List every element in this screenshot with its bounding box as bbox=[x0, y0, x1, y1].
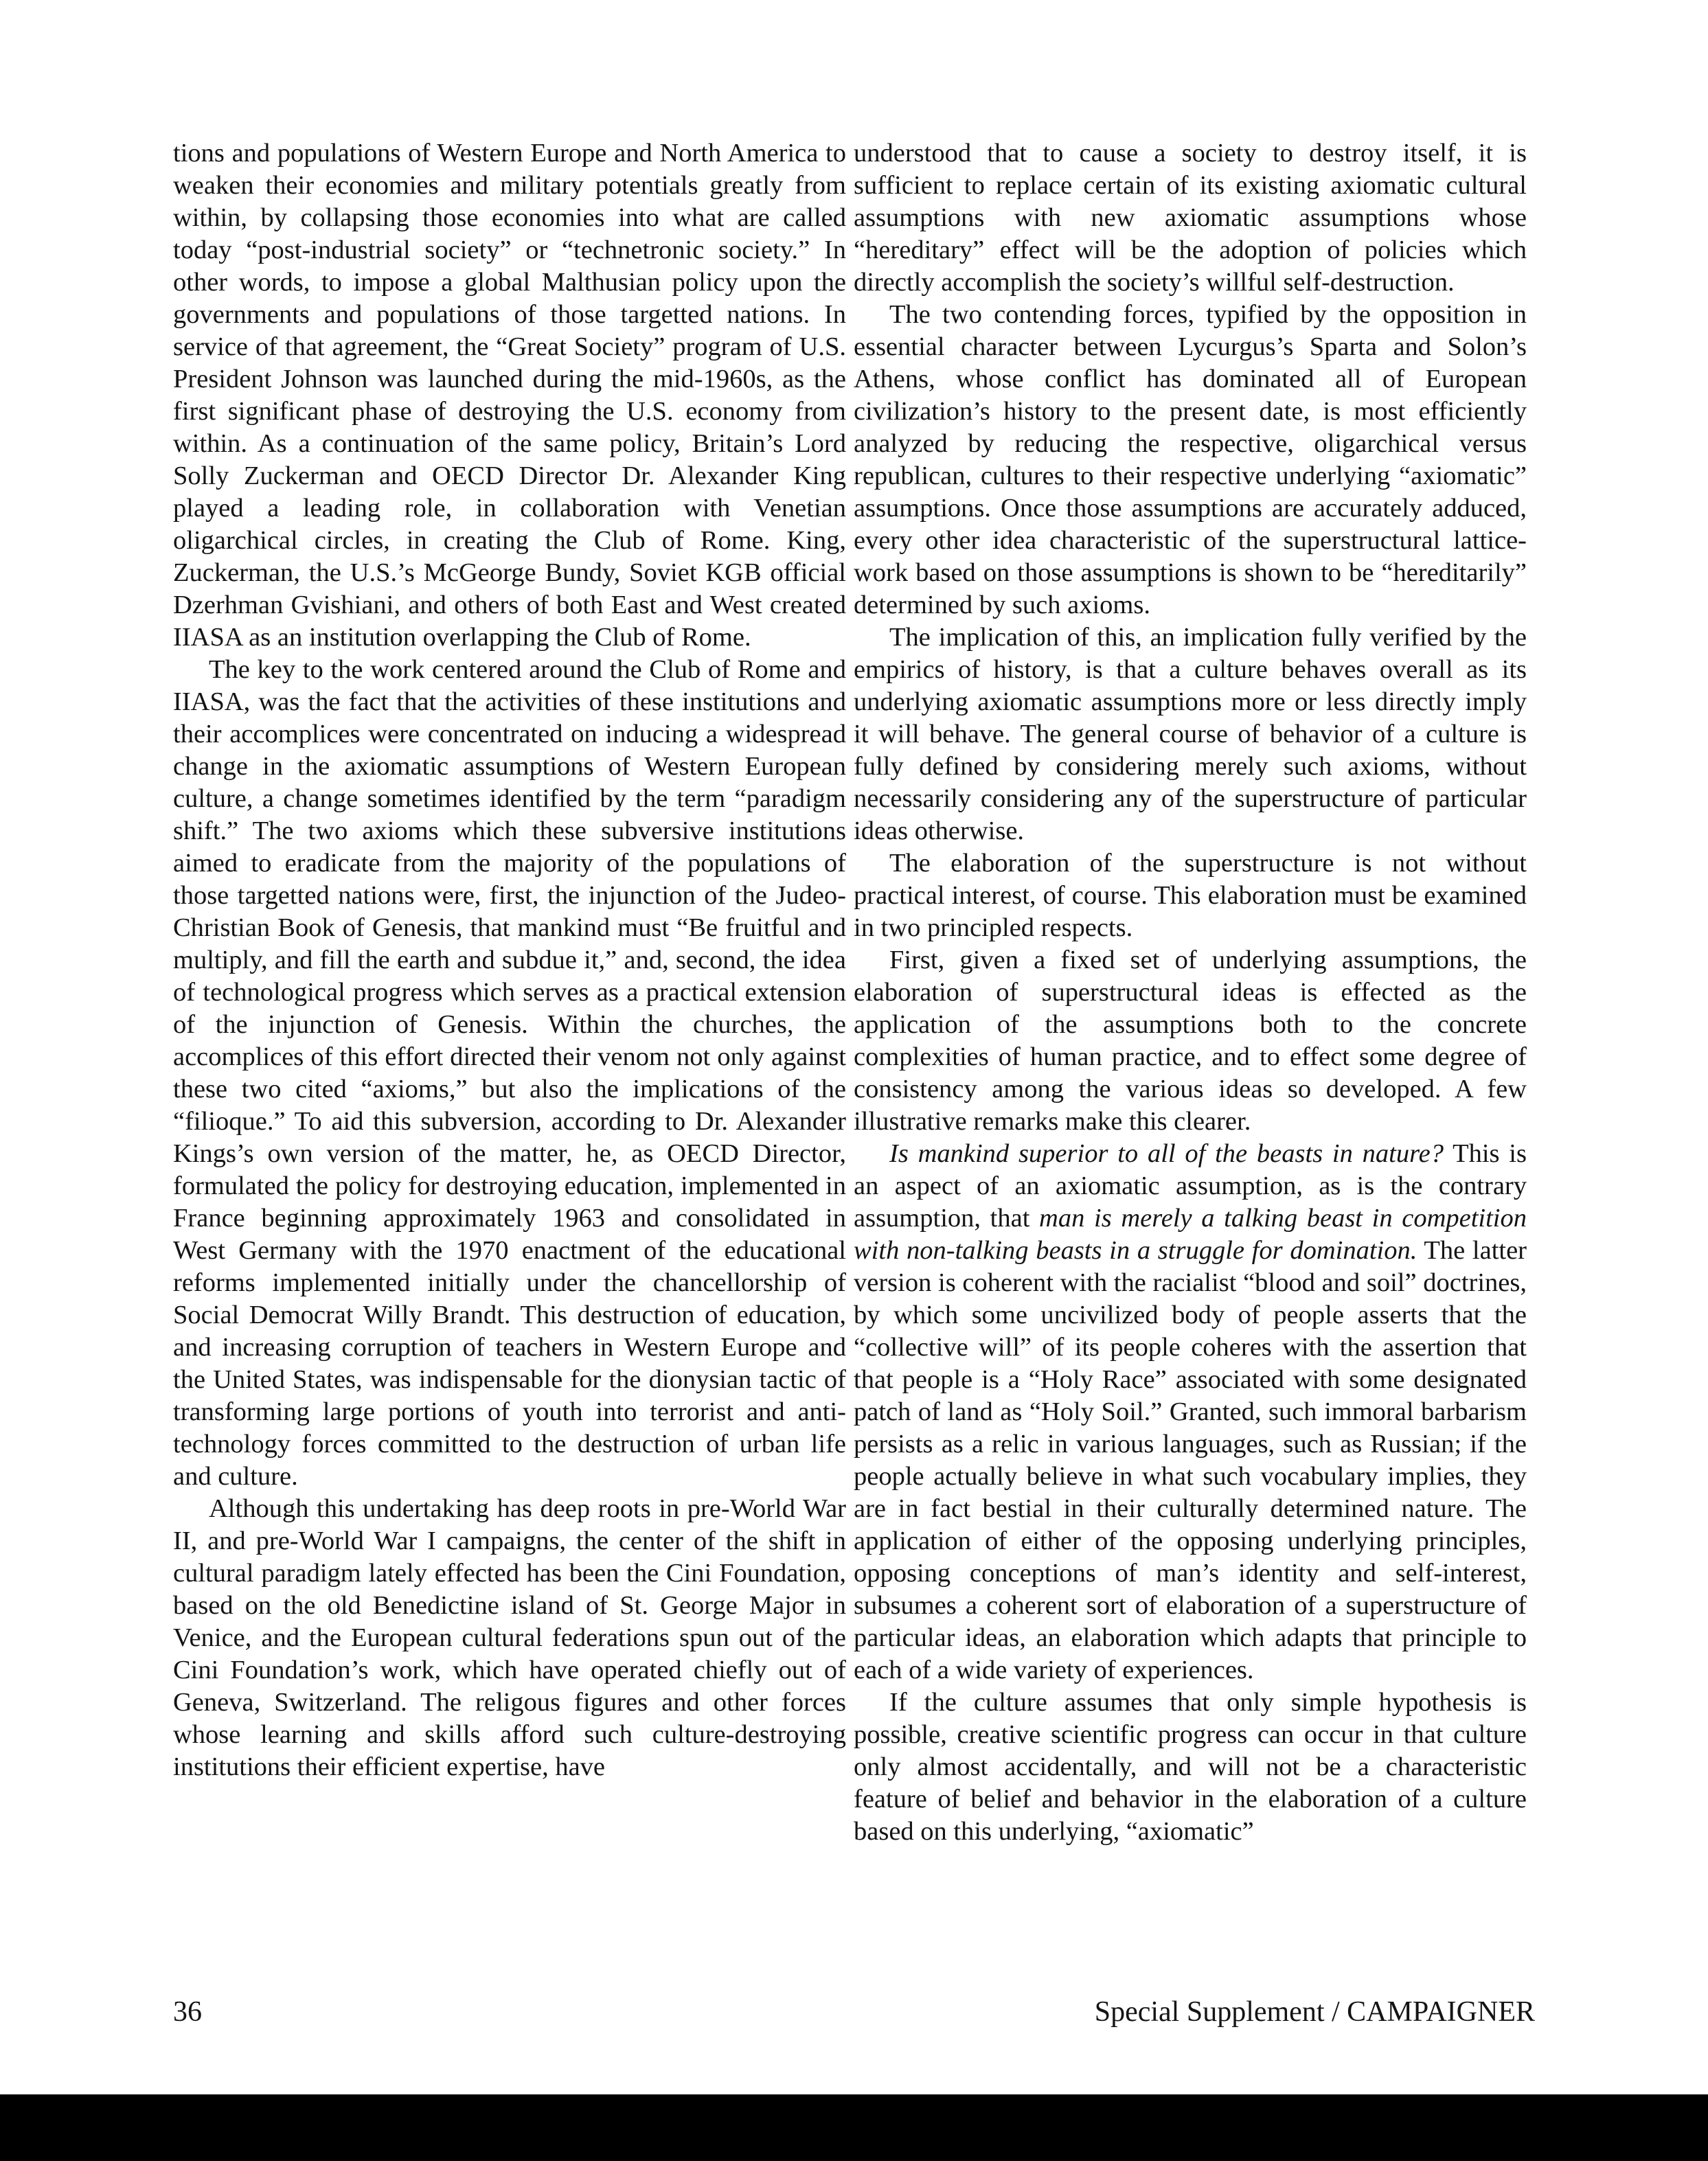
scan-border bbox=[0, 2094, 1708, 2161]
page-number: 36 bbox=[173, 1996, 202, 2028]
paragraph: tions and populations of Western Europe and North America to weaken their economies and military potentials greatly from within, by collapsing those economies into what are called today “post-industrial society” or “technetronic society.” In other words, to impose a global Malthusian policy upon the governments and populations of those targetted nations. In service of that agreement, the “Great Society” program of U.S. President Johnson was launched during the mid-1960s, as the first significant phase of destroying the U.S. economy from within. As a continuation of the same policy, Britain’s Lord Solly Zuckerman and OECD Director Dr. Alexander King played a leading role, in collaboration with Venetian oligarchical circles, in creating the Club of Rome. King, Zuckerman, the U.S.’s McGeorge Bundy, Soviet KGB official Dzerhman Gvishiani, and others of both East and West created IIASA as an institution overlapping the Club of Rome. bbox=[173, 139, 846, 652]
italic-phrase: Is mankind superior to all of the beasts in nature? bbox=[889, 1139, 1444, 1168]
paragraph: Although this undertaking has deep roots in pre-World War II, and pre-World War I campaigns, the center of the shift in cultural paradigm lately effected has been the Cini Foundation, based on the old Benedictine island of St. George Major in Venice, and the European cultural federations spun out of the Cini Foundation’s work, which have operated chiefly out of Geneva, Switzerland. The religous figures and other forces whose learning and skills afford such culture-destroying institutions their efficient expertise, have bbox=[173, 1494, 846, 1781]
paragraph: The implication of this, an implication fully verified by the empirics of history, is that a culture behaves overall as its underlying axiomatic assumptions more or less directly imply it will behave. The general course of behavior of a culture is fully defined by considering merely such axioms, without necessarily considering any of the superstructure of particular ideas otherwise. bbox=[854, 623, 1527, 845]
paragraph: understood that to cause a society to destroy itself, it is sufficient to replace certain of its existing axiomatic cultural assumptions with new axiomatic assumptions whose “hereditary” effect will be the adoption of policies which directly accomplish the society’s willful self-destruction. bbox=[854, 139, 1527, 297]
paragraph: The elaboration of the superstructure is not without practical interest, of course. This elaboration must be examined in two principled respects. bbox=[854, 849, 1527, 942]
paragraph bbox=[854, 1138, 1527, 1687]
paragraph: First, given a fixed set of underlying assumptions, the elaboration of superstructural ideas is effected as the application of the assumptions both to the concrete complexities of human practice, and to effect some degree of consistency among the various ideas so developed. A few illustrative remarks make this clearer. bbox=[854, 946, 1527, 1136]
right-column bbox=[854, 137, 1527, 1848]
paragraph: If the culture assumes that only simple hypothesis is possible, creative scientific progress can occur in that culture only almost accidentally, and will not be a characteristic feature of belief and behavior in the elaboration of a culture based on this underlying, “axiomatic” bbox=[854, 1688, 1527, 1846]
italic-phrase: man is merely a talking beast in competition with non-talking beasts in a struggle for domination. bbox=[854, 1204, 1527, 1265]
paragraph-text: This is an aspect of an axiomatic assumption, as is the contrary assumption, that bbox=[854, 1139, 1527, 1233]
paragraph: The two contending forces, typified by the opposition in essential character between Lycurgus’s Sparta and Solon’s Athens, whose conflict has dominated all of European civilization’s history to the present date, is most efficiently analyzed by reducing the respective, oligarchical versus republican, cultures to their respective underlying “axiomatic” assumptions. Once those assumptions are accurately adduced, every other idea characteristic of the superstructural lattice-work based on those assumptions is shown to be “hereditarily” determined by such axioms. bbox=[854, 300, 1527, 619]
paragraph: The key to the work centered around the Club of Rome and IIASA, was the fact that the activities of these institutions and their accomplices were concentrated on inducing a widespread change in the axiomatic assumptions of Western European culture, a change sometimes identified by the term “paradigm shift.” The two axioms which these subversive institutions aimed to eradicate from the majority of the populations of those targetted nations were, first, the injunction of the Judeo-Christian Book of Genesis, that mankind must “Be fruitful and multiply, and fill the earth and subdue it,” and, second, the idea of technological progress which serves as a practical extension of the injunction of Genesis. Within the churches, the accomplices of this effort directed their venom not only against these two cited “axioms,” but also the implications of the “filioque.” To aid this subversion, according to Dr. Alexander Kings’s own version of the matter, he, as OECD Director, formulated the policy for destroying education, implemented in France beginning approximately 1963 and consolidated in West Germany with the 1970 enactment of the educational reforms implemented initially under the chancellorship of Social Democrat Willy Brandt. This destruction of education, and increasing corruption of teachers in Western Europe and the United States, was indispensable for the dionysian tactic of transforming large portions of youth into terrorist and anti-technology forces committed to the destruction of urban life and culture. bbox=[173, 655, 846, 1491]
paragraph-text: The latter version is coherent with the racialist “blood and soil” doctrines, by which some uncivilized body of people asserts that the “collective will” of its people coheres with the assertion that that people is a “Holy Race” associated with some designated patch of land as “Holy Soil.” Granted, such immoral barbarism persists as a relic in various languages, such as Russian; if the people actually believe in what such vocabulary implies, they are in fact bestial in their culturally determined nature. The application of either of the opposing underlying principles, opposing conceptions of man’s identity and self-interest, subsumes a coherent sort of elaboration of a superstructure of particular ideas, an elaboration which adapts that principle to each of a wide variety of experiences. bbox=[854, 1236, 1527, 1684]
left-column bbox=[173, 137, 846, 1783]
running-title: Special Supplement / CAMPAIGNER bbox=[1094, 1996, 1535, 2028]
